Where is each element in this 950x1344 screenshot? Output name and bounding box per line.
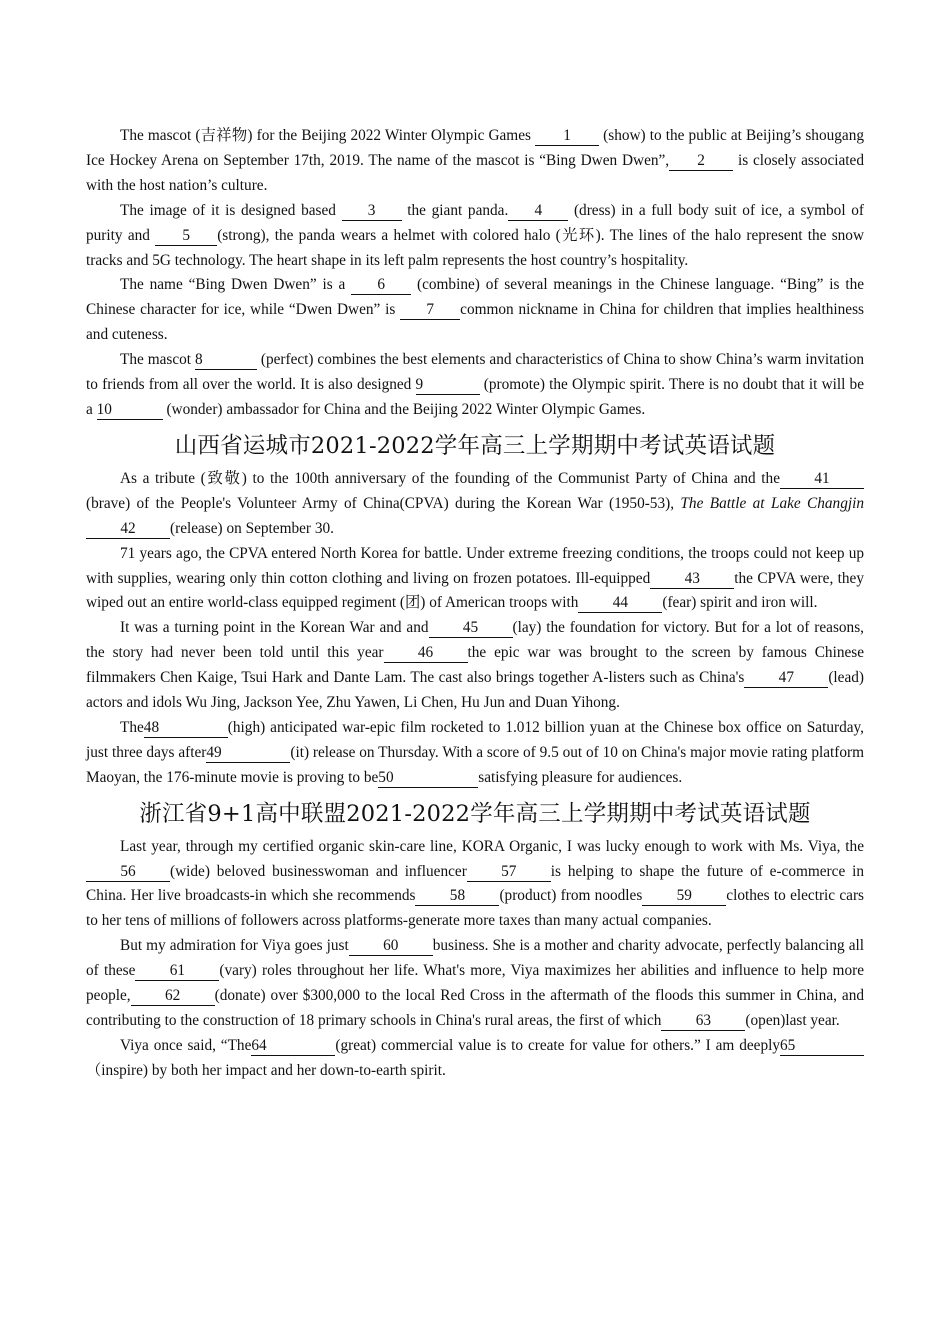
blank-42: 42 [86,520,170,539]
text: business. She is a mother and charity advocate, perfectly balancing all of these [86,937,864,980]
text: (lead) actors and idols Wu Jing, Jackson Yee, Zhu Yawen, Li Chen, Hu Jun and Duan Yihong. [86,669,864,712]
passage1-paragraph-3 [86,273,864,348]
blank-47: 47 [744,669,828,688]
passage3-paragraph-3 [86,1034,864,1084]
blank-41: 41 [780,470,864,489]
blank-3: 3 [342,202,402,221]
passage2-paragraph-2 [86,542,864,617]
text: (release) on September 30. [170,519,334,537]
text: The [120,718,144,736]
text: the epic war was brought to the screen by famous Chinese filmmakers Chen Kaige, Tsui Hark and Dante Lam. The cast also brings together A-listers such as China's [86,644,864,687]
text: It was a turning point in the Korean War and and [120,619,429,637]
section-title-shanxi: 山西省运城市2021-2022学年高三上学期期中考试英语试题 [174,432,776,459]
text: （inspire) by both her impact and her down-to-earth spirit. [86,1061,446,1079]
blank-10: 10 [97,401,163,420]
text: (product) from noodles [499,887,643,905]
blank-45: 45 [429,619,513,638]
blank-57: 57 [467,863,551,882]
text: is helping to shape the future of e-commerce in China. Her live broadcasts-in which she recommends [86,862,865,905]
text: The mascot (吉祥物) for the Beijing 2022 Winter Olympic Games [120,127,536,144]
blank-63: 63 [661,1012,745,1031]
blank-44: 44 [578,594,662,613]
text: (promote) the Olympic spirit. There is no doubt that it will be a [86,376,864,418]
blank-62: 62 [131,987,215,1006]
text: (wide) beloved businesswoman and influencer [170,862,467,880]
text: (brave) of the People's Volunteer Army of China(CPVA) during the Korean War (1950-53), [86,494,681,512]
text: The mascot [120,351,195,369]
passage3-paragraph-1 [86,835,864,935]
text: (dress) in a full body suit of ice, a symbol of purity and [86,201,864,244]
text: (fear) spirit and iron will. [662,594,818,612]
passage2-paragraph-1 [86,467,864,542]
blank-59: 59 [642,887,726,906]
blank-61: 61 [135,962,219,981]
passage1-paragraph-2 [86,199,864,274]
text: the giant panda. [401,201,509,219]
text: The image of it is designed based [120,201,342,219]
text: (open)last year. [745,1012,840,1029]
blank-5: 5 [155,227,217,246]
blank-46: 46 [384,644,468,663]
text: The name “Bing Dwen Dwen” is a [120,276,352,294]
text: satisfying pleasure for audiences. [478,768,683,786]
blank-60: 60 [349,937,433,956]
text: As a tribute (致敬) to the 100th anniversary of the founding of the Communist Party of China and the [120,469,780,487]
text: the CPVA were, they wiped out an entire world-class equipped regiment (团) of American troops with [86,569,864,612]
blank-50: 50 [378,769,478,788]
text: (perfect) combines the best elements and characteristics of China to show China’s warm invitation to friends from all over the world. It is also designed [86,351,864,394]
blank-7: 7 [400,301,460,320]
passage2-paragraph-3 [86,616,864,716]
text: Viya once said, “The [120,1036,252,1054]
text: (vary) roles throughout her life. What's more, Viya maximizes her abilities and influence to help more people, [86,962,864,1005]
section-title-zhejiang: 浙江省9+1高中联盟2021-2022学年高三上学期期中考试英语试题 [139,800,811,827]
text: But my admiration for Viya goes just [120,937,349,955]
text: (combine) of several meanings in the Chinese language. “Bing” is the Chinese character for ice, while “Dwen Dwen” is [86,276,865,319]
blank-43: 43 [650,570,734,589]
blank-64: 64 [251,1037,335,1056]
text: Last year, through my certified organic skin-care line, KORA Organic, I was lucky enough to work with Ms. Viya, the [120,837,864,855]
blank-65: 65 [780,1037,864,1056]
blank-8: 8 [195,351,257,370]
blank-2: 2 [669,152,733,171]
text: (show) to the public at Beijing’s shougang Ice Hockey Arena on September 17th, 2019. The name of the mascot is “Bing Dwen Dwen”, [86,127,864,169]
text: (it) release on Thursday. With a score of 9.5 out of 10 on China's major movie rating platform Maoyan, the 176-minute movie is proving to be [86,743,864,786]
blank-6: 6 [351,276,411,295]
text: (strong), the panda wears a helmet with colored halo (光环). The lines of the halo represent the snow tracks and 5G technology. The heart shape in its left palm represents the host country’s hospitality. [86,226,864,269]
blank-49: 49 [206,744,290,763]
text: clothes to electric cars to her tens of millions of followers across platforms-generate more taxes than many actual companies. [86,887,865,930]
text: (donate) over $300,000 to the local Red Cross in the aftermath of the floods this summer in China, and contributing to the construction of 18 primary schools in China's rural areas, the first of which [86,987,864,1029]
film-title: The Battle at Lake Changjin [680,494,865,512]
passage3-paragraph-2 [86,934,864,1034]
blank-4: 4 [508,202,568,221]
blank-56: 56 [86,863,170,882]
text: (high) anticipated war-epic film rocketed to 1.012 billion yuan at the Chinese box office on Saturday, just three days after [86,718,864,761]
text: common nickname in China for children that implies healthiness and cuteness. [86,301,864,344]
text: (great) commercial value is to create for value for others.” I am deeply [335,1036,780,1054]
exam-page [86,124,864,1084]
blank-58: 58 [415,887,499,906]
text: 71 years ago, the CPVA entered North Korea for battle. Under extreme freezing conditions, the troops could not keep up with supplies, wearing only thin cotton clothing and living on frozen potatoes. Ill-equipped [86,544,864,587]
text: is closely associated with the host nation’s culture. [86,151,864,194]
blank-9: 9 [416,376,480,395]
passage1-paragraph-4 [86,348,864,423]
blank-1: 1 [535,127,599,146]
passage1-paragraph-1 [86,124,864,199]
passage2-paragraph-4 [86,716,864,791]
blank-48: 48 [144,719,228,738]
text: (wonder) ambassador for China and the Beijing 2022 Winter Olympic Games. [162,400,646,418]
text: (lay) the foundation for victory. But for a lot of reasons, the story had never been told until this year [86,619,864,662]
